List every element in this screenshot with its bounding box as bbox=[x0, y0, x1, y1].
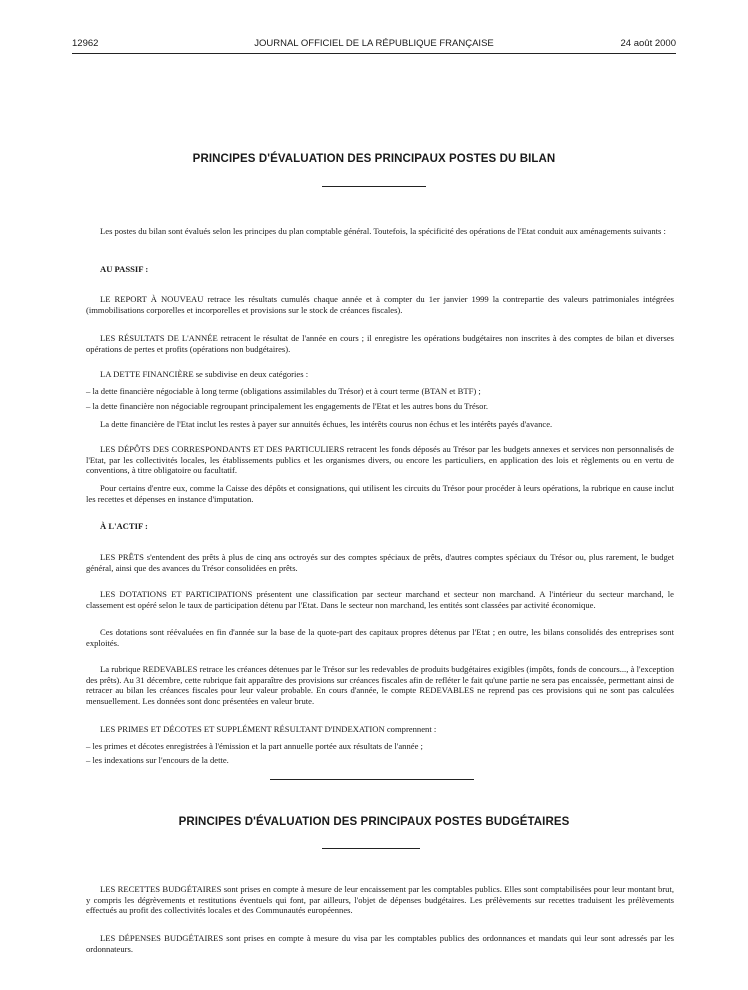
primes-item-2: – les indexations sur l'encours de la dette. bbox=[86, 755, 229, 765]
depots-paragraph: LES DÉPÔTS DES CORRESPONDANTS ET DES PARTICULIERS retracent les fonds déposés au Trésor par les budgets annexes et services non personnalisés de l'Etat, par les collectivités locales, les établissements publics et les organismes divers, ou encore les particuliers, en application des lois et règlements ou en vertu de conventions, à titre obligatoire ou facultatif. bbox=[86, 444, 674, 476]
title-underline-2 bbox=[322, 848, 420, 849]
depenses-paragraph: LES DÉPENSES BUDGÉTAIRES sont prises en compte à mesure du visa par les comptables publics des ordonnances et mandats qui leur sont adressés par les ordonnateurs. bbox=[86, 933, 674, 954]
section-separator bbox=[270, 779, 474, 780]
actif-heading: À L'ACTIF : bbox=[100, 521, 148, 531]
journal-title: JOURNAL OFFICIEL DE LA RÉPUBLIQUE FRANÇAISE bbox=[254, 38, 494, 49]
intro-paragraph: Les postes du bilan sont évalués selon les principes du plan comptable général. Toutefois, la spécificité des opérations de l'Etat conduit aux aménagements suivants : bbox=[100, 226, 666, 236]
passif-heading: AU PASSIF : bbox=[100, 264, 149, 274]
section-title-budgetaires: PRINCIPES D'ÉVALUATION DES PRINCIPAUX POSTES BUDGÉTAIRES bbox=[178, 816, 570, 828]
dette-intro: LA DETTE FINANCIÈRE se subdivise en deux catégories : bbox=[100, 369, 309, 379]
header-rule bbox=[72, 53, 676, 54]
dette-item-1: – la dette financière négociable à long terme (obligations assimilables du Trésor) et à court terme (BTAN et BTF) ; bbox=[86, 386, 481, 396]
dette-note: La dette financière de l'Etat inclut les restes à payer sur annuités échues, les intérêts courus non échus et les intérêts payés d'avance. bbox=[100, 419, 553, 429]
dotations-paragraph: LES DOTATIONS ET PARTICIPATIONS présentent une classification par secteur marchand et secteur non marchand. A l'intérieur du secteur marchand, le classement est opéré selon le taux de participation détenu par l'Etat. Dans le secteur non marchand, les entités sont classées par activité économique. bbox=[86, 589, 674, 610]
publication-date: 24 août 2000 bbox=[620, 38, 676, 49]
dotations-note: Ces dotations sont réévaluées en fin d'année sur la base de la quote-part des capitaux propres détenus par l'Etat ; en outre, les bilans consolidés des entreprises sont exploités. bbox=[86, 627, 674, 648]
prets-paragraph: LES PRÊTS s'entendent des prêts à plus de cinq ans octroyés sur des comptes spéciaux de prêts, d'autres comptes spéciaux du Trésor ou, plus rarement, le budget général, ainsi que des avances du Trésor consolidées en prêts. bbox=[86, 552, 674, 573]
page-header bbox=[72, 38, 676, 54]
primes-intro: LES PRIMES ET DÉCOTES ET SUPPLÉMENT RÉSULTANT D'INDEXATION comprennent : bbox=[100, 724, 437, 734]
report-paragraph: LE REPORT À NOUVEAU retrace les résultats cumulés chaque année et à compter du 1er janvier 1999 la contrepartie des valeurs patrimoniales intégrées (immobilisations corporelles et incorporelles et provisions sur le stock de créances fiscales). bbox=[86, 294, 674, 315]
depots-note: Pour certains d'entre eux, comme la Caisse des dépôts et consignations, qui utilisent les circuits du Trésor pour procéder à leurs opérations, la rubrique en cause inclut les recettes et dépenses en instance d'imputation. bbox=[86, 483, 674, 504]
dette-item-2: – la dette financière non négociable regroupant principalement les engagements de l'Etat et les autres bons du Trésor. bbox=[86, 401, 488, 411]
page-number: 12962 bbox=[72, 38, 99, 49]
section-title-bilan: PRINCIPES D'ÉVALUATION DES PRINCIPAUX POSTES DU BILAN bbox=[192, 153, 556, 165]
title-underline bbox=[322, 186, 426, 187]
primes-item-1: – les primes et décotes enregistrées à l'émission et la part annuelle portée aux résultats de l'année ; bbox=[86, 741, 423, 751]
redevables-paragraph: La rubrique REDEVABLES retrace les créances détenues par le Trésor sur les redevables de produits budgétaires exigibles (impôts, fonds de concours..., à l'exception des prêts). Au 31 décembre, cette rubrique fait apparaître des provisions sur créances fiscales afin de refléter le fait qu'une partie ne sera pas encaissée, permettant ainsi de retracer au bilan les créances fiscales pour leur valeur probable. En cours d'année, le compte REDEVABLES ne reprend pas ces provisions qui ne sont pas calculées mensuellement. Les données sont donc présentées en valeur brute. bbox=[86, 664, 674, 706]
recettes-paragraph: LES RECETTES BUDGÉTAIRES sont prises en compte à mesure de leur encaissement par les comptables publics. Elles sont comptabilisées pour leur montant brut, y compris les dégrèvements et restitutions éventuels qui font, par ailleurs, l'objet de dépenses budgétaires. Les prélèvements sur recettes traduisent les prélèvements effectués au profit des collectivités locales et des Communautés européennes. bbox=[86, 884, 674, 916]
resultats-paragraph: LES RÉSULTATS DE L'ANNÉE retracent le résultat de l'année en cours ; il enregistre les opérations budgétaires non inscrites à des comptes de bilan et diverses opérations de pertes et profits (opérations non budgétaires). bbox=[86, 333, 674, 354]
